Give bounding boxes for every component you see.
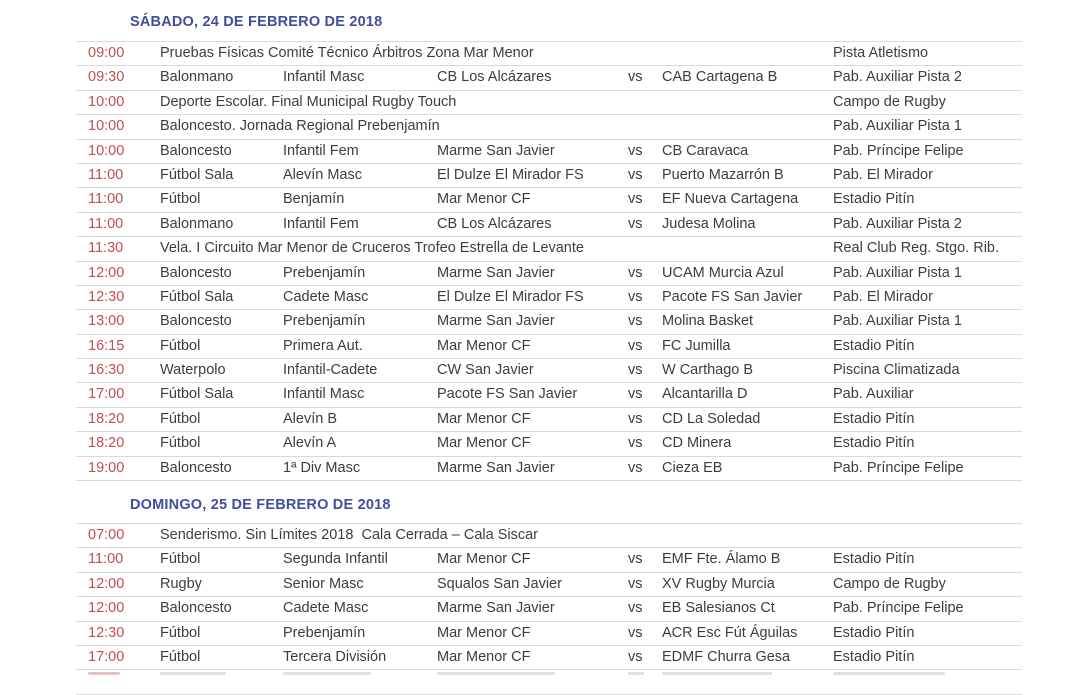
home-team-cell: Pacote FS San Javier	[437, 386, 578, 403]
time-cell: 12:30	[88, 288, 125, 305]
time-cell: 19:00	[88, 459, 125, 476]
venue-cell: Pista Atletismo	[833, 45, 929, 61]
time-cell: 12:00	[88, 575, 125, 592]
schedule-row	[76, 523, 1022, 547]
schedule-row	[76, 139, 1022, 163]
vs-label: vs	[628, 69, 643, 86]
category-cell: Infantil Fem	[283, 215, 359, 232]
sport-cell: Fútbol	[160, 410, 201, 427]
venue-cell: Estadio Pitín	[833, 191, 915, 208]
venue-cell: Estadio Pitín	[833, 410, 915, 427]
category-cell: Infantil Masc	[283, 69, 365, 86]
schedule-row	[76, 261, 1022, 285]
venue-cell: Estadio Pitín	[833, 624, 915, 641]
schedule-table-sunday	[76, 523, 1022, 695]
away-team-cell: CAB Cartagena B	[662, 69, 778, 86]
away-team-cell: EF Nueva Cartagena	[662, 191, 799, 208]
vs-label: vs	[628, 624, 643, 641]
time-cell: 13:00	[88, 313, 125, 330]
event-description-cell: Vela. I Circuito Mar Menor de Cruceros Trofeo Estrella de Levante	[160, 240, 584, 257]
time-cell: 12:00	[88, 600, 125, 617]
schedule-row	[76, 285, 1022, 309]
time-cell: 11:00	[88, 191, 124, 208]
schedule-row	[76, 596, 1022, 620]
category-cell: Benjamín	[283, 191, 345, 208]
home-team-cell: Squalos San Javier	[437, 575, 562, 592]
schedule-row	[76, 187, 1022, 211]
vs-label: vs	[628, 459, 643, 476]
sport-cell: Fútbol	[160, 648, 201, 665]
sport-cell: Baloncesto	[160, 600, 232, 617]
time-cell: 11:30	[88, 240, 124, 257]
day-title-saturday: SÁBADO, 24 DE FEBRERO DE 2018	[130, 14, 383, 30]
category-cell: Infantil Masc	[283, 386, 365, 403]
vs-label: vs	[628, 600, 643, 617]
time-cell: 07:00	[88, 527, 125, 543]
away-team-cell: CD Minera	[662, 435, 732, 452]
schedule-row	[76, 358, 1022, 382]
vs-label: vs	[628, 313, 643, 330]
category-cell: Infantil-Cadete	[283, 362, 378, 379]
away-team-cell: W Carthago B	[662, 362, 754, 379]
time-cell: 11:00	[88, 551, 124, 568]
venue-cell: Campo de Rugby	[833, 93, 946, 110]
truncated-row	[76, 669, 1022, 693]
away-team-cell: UCAM Murcia Azul	[662, 264, 784, 281]
vs-label: vs	[628, 166, 643, 183]
away-team-cell: XV Rugby Murcia	[662, 575, 775, 592]
venue-cell: Pab. Auxiliar	[833, 386, 914, 403]
sport-cell: Fútbol	[160, 624, 201, 641]
category-cell: Infantil Fem	[283, 142, 359, 159]
vs-label: vs	[628, 551, 643, 568]
category-cell: Cadete Masc	[283, 288, 369, 305]
time-cell: 16:15	[88, 337, 125, 354]
home-team-cell: Mar Menor CF	[437, 648, 531, 665]
category-cell: Alevín Masc	[283, 166, 362, 183]
venue-cell: Real Club Reg. Stgo. Rib.	[833, 240, 1000, 257]
category-cell: Alevín B	[283, 410, 337, 427]
schedule-row	[76, 65, 1022, 89]
venue-cell: Pab. El Mirador	[833, 288, 933, 305]
home-team-cell: CB Los Alcázares	[437, 69, 552, 86]
home-team-cell: Mar Menor CF	[437, 551, 531, 568]
vs-label: vs	[628, 288, 643, 305]
venue-cell: Pab. Auxiliar Pista 1	[833, 313, 962, 330]
time-cell: 12:30	[88, 624, 125, 641]
category-cell: Alevín A	[283, 435, 337, 452]
sport-cell: Baloncesto	[160, 313, 232, 330]
vs-label: vs	[628, 386, 643, 403]
sport-cell: Balonmano	[160, 215, 234, 232]
time-cell: 17:00	[88, 386, 125, 403]
event-description-cell: Baloncesto. Jornada Regional Prebenjamín	[160, 118, 440, 135]
schedule-row	[76, 456, 1022, 480]
schedule-row	[76, 41, 1022, 65]
time-cell: 18:20	[88, 410, 125, 427]
venue-cell: Pab. Auxiliar Pista 1	[833, 118, 962, 135]
venue-cell: Piscina Climatizada	[833, 362, 960, 379]
category-cell: Prebenjamín	[283, 624, 366, 641]
category-cell: Prebenjamín	[283, 264, 366, 281]
sport-cell: Balonmano	[160, 69, 234, 86]
time-cell: 10:00	[88, 118, 125, 135]
category-cell: 1ª Div Masc	[283, 459, 361, 476]
home-team-cell: Marme San Javier	[437, 142, 555, 159]
schedule-row	[76, 236, 1022, 260]
time-cell: 16:30	[88, 362, 125, 379]
category-cell: Prebenjamín	[283, 313, 366, 330]
venue-cell: Pab. Auxiliar Pista 2	[833, 215, 962, 232]
sport-cell: Fútbol	[160, 435, 201, 452]
schedule-row	[76, 547, 1022, 571]
venue-cell: Pab. Auxiliar Pista 1	[833, 264, 962, 281]
home-team-cell: Marme San Javier	[437, 264, 555, 281]
away-team-cell: CD La Soledad	[662, 410, 761, 427]
schedule-row	[76, 334, 1022, 358]
vs-label: vs	[628, 337, 643, 354]
vs-label: vs	[628, 191, 643, 208]
away-team-cell: Pacote FS San Javier	[662, 288, 803, 305]
home-team-cell: Marme San Javier	[437, 600, 555, 617]
schedule-table-saturday	[76, 41, 1022, 481]
schedule-row	[76, 90, 1022, 114]
time-cell: 09:30	[88, 69, 125, 86]
category-cell: Tercera División	[283, 648, 387, 665]
vs-label: vs	[628, 575, 643, 592]
venue-cell: Pab. Príncipe Felipe	[833, 459, 964, 476]
schedule-row	[76, 114, 1022, 138]
vs-label: vs	[628, 410, 643, 427]
category-cell: Primera Aut.	[283, 337, 363, 354]
schedule-row	[76, 621, 1022, 645]
sport-cell: Baloncesto	[160, 459, 232, 476]
sport-cell: Fútbol	[160, 191, 201, 208]
venue-cell: Estadio Pitín	[833, 648, 915, 665]
vs-label: vs	[628, 362, 643, 379]
vs-label: vs	[628, 215, 643, 232]
time-cell: 12:00	[88, 264, 125, 281]
away-team-cell: Alcantarilla D	[662, 386, 748, 403]
venue-cell: Estadio Pitín	[833, 551, 915, 568]
time-cell: 10:00	[88, 142, 125, 159]
home-team-cell: Mar Menor CF	[437, 624, 531, 641]
sport-cell: Waterpolo	[160, 362, 226, 379]
vs-label: vs	[628, 264, 643, 281]
category-cell: Segunda Infantil	[283, 551, 388, 568]
time-cell: 10:00	[88, 93, 125, 110]
schedule-row	[76, 382, 1022, 406]
vs-label: vs	[628, 435, 643, 452]
sport-cell: Baloncesto	[160, 142, 232, 159]
venue-cell: Pab. Príncipe Felipe	[833, 142, 964, 159]
away-team-cell: EB Salesianos Ct	[662, 600, 775, 617]
schedule-row	[76, 163, 1022, 187]
away-team-cell: CB Caravaca	[662, 142, 749, 159]
home-team-cell: CW San Javier	[437, 362, 534, 379]
category-cell: Cadete Masc	[283, 600, 369, 617]
home-team-cell: Mar Menor CF	[437, 435, 531, 452]
event-description-cell: Senderismo. Sin Límites 2018 Cala Cerrada – Cala Siscar	[160, 527, 538, 543]
away-team-cell: ACR Esc Fút Águilas	[662, 624, 798, 641]
sport-cell: Fútbol Sala	[160, 386, 234, 403]
vs-label: vs	[628, 648, 643, 665]
home-team-cell: CB Los Alcázares	[437, 215, 552, 232]
venue-cell: Estadio Pitín	[833, 435, 915, 452]
home-team-cell: El Dulze El Mirador FS	[437, 288, 584, 305]
time-cell: 11:00	[88, 215, 124, 232]
vs-label: vs	[628, 142, 643, 159]
time-cell: 18:20	[88, 435, 125, 452]
schedule-row	[76, 407, 1022, 431]
event-description-cell: Pruebas Físicas Comité Técnico Árbitros Zona Mar Menor	[160, 45, 534, 61]
sport-cell: Fútbol	[160, 551, 201, 568]
home-team-cell: Marme San Javier	[437, 313, 555, 330]
home-team-cell: Mar Menor CF	[437, 337, 531, 354]
away-team-cell: Puerto Mazarrón B	[662, 166, 784, 183]
home-team-cell: Mar Menor CF	[437, 191, 531, 208]
schedule-row	[76, 431, 1022, 455]
day-title-sunday: DOMINGO, 25 DE FEBRERO DE 2018	[130, 497, 391, 513]
home-team-cell: Marme San Javier	[437, 459, 555, 476]
away-team-cell: EDMF Churra Gesa	[662, 648, 791, 665]
home-team-cell: Mar Menor CF	[437, 410, 531, 427]
schedule-row	[76, 309, 1022, 333]
away-team-cell: FC Jumilla	[662, 337, 731, 354]
venue-cell: Estadio Pitín	[833, 337, 915, 354]
home-team-cell: El Dulze El Mirador FS	[437, 166, 584, 183]
venue-cell: Pab. El Mirador	[833, 166, 933, 183]
sport-cell: Fútbol	[160, 337, 201, 354]
sport-cell: Fútbol Sala	[160, 288, 234, 305]
time-cell: 11:00	[88, 166, 124, 183]
sport-cell: Fútbol Sala	[160, 166, 234, 183]
venue-cell: Pab. Príncipe Felipe	[833, 600, 964, 617]
schedule-row	[76, 212, 1022, 236]
away-team-cell: Cieza EB	[662, 459, 723, 476]
schedule-row	[76, 572, 1022, 596]
category-cell: Senior Masc	[283, 575, 364, 592]
event-description-cell: Deporte Escolar. Final Municipal Rugby Touch	[160, 93, 457, 110]
away-team-cell: EMF Fte. Álamo B	[662, 551, 781, 568]
sport-cell: Rugby	[160, 575, 202, 592]
away-team-cell: Judesa Molina	[662, 215, 756, 232]
time-cell: 09:00	[88, 45, 125, 61]
time-cell: 17:00	[88, 648, 125, 665]
venue-cell: Pab. Auxiliar Pista 2	[833, 69, 962, 86]
schedule-row	[76, 645, 1022, 669]
venue-cell: Campo de Rugby	[833, 575, 946, 592]
away-team-cell: Molina Basket	[662, 313, 754, 330]
sport-cell: Baloncesto	[160, 264, 232, 281]
